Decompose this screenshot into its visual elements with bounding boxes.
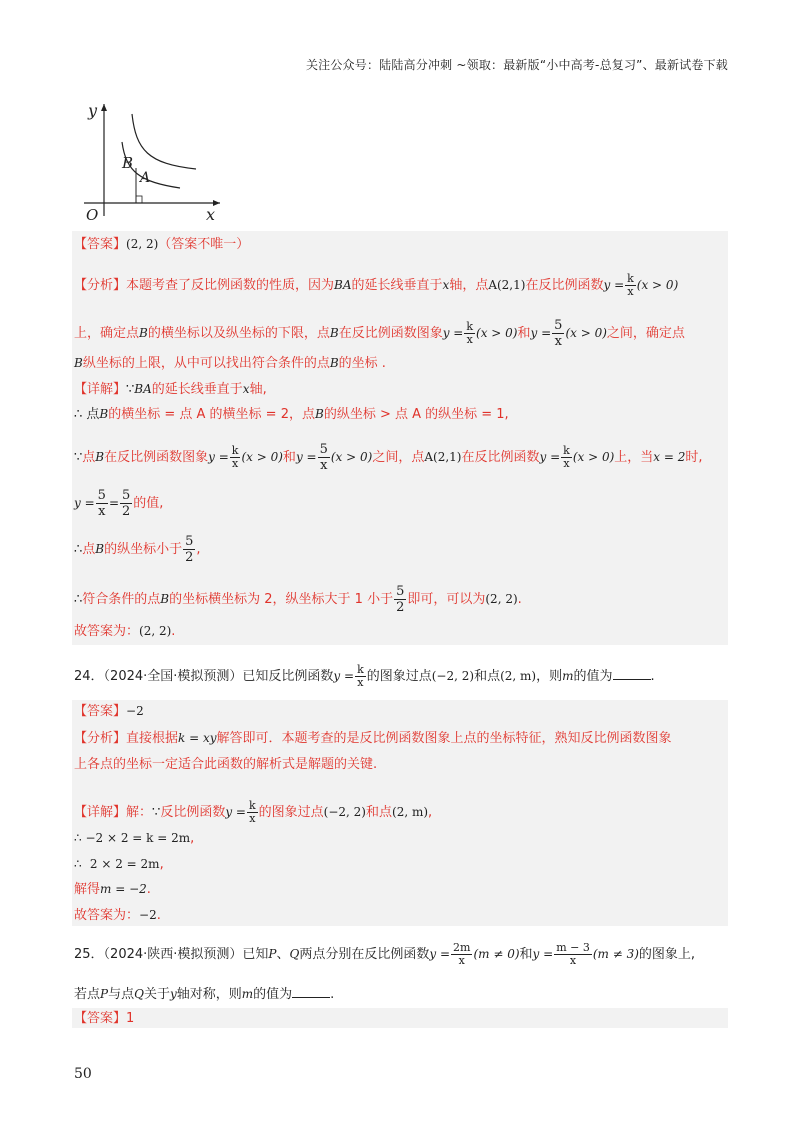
point-a-label: A xyxy=(140,170,151,186)
q23-detail-line4: y = $\frac{5}{x}$ = $\frac{5}{2}$ 的值, xyxy=(74,488,164,519)
q23-analysis-line2: 上，确定点B的横坐标以及纵坐标的下限，点B在反比例函数图象y = $\frac{k}{x}$ (x > 0)和y = $\frac{5}{x}$ (x > 0)之间，确定点 xyxy=(74,318,685,349)
q25-question-line2: 若点P与点Q关于y轴对称，则m的值为 . xyxy=(74,987,335,1002)
q24-question: 24．（2024·全国·模拟预测）已知反比例函数y = $\frac{k}{x}$ 的图象过点(−2, 2)和点(2, m)，则m的值为 . xyxy=(74,663,655,689)
q23-answer: 【答案】(2, 2)（答案不唯一） xyxy=(74,237,250,252)
point-b-label: B xyxy=(122,154,134,172)
q24-detail-line3: ∴ 2 × 2 = 2m, xyxy=(74,857,164,872)
q23-detail-line5: ∴点B的纵坐标小于 $\frac{5}{2}$ , xyxy=(74,534,201,565)
answer-blank xyxy=(613,667,651,680)
x-axis-label: x xyxy=(206,205,216,224)
q24-detail-line2: ∴ −2 × 2 = k = 2m, xyxy=(74,831,195,846)
q25-question-line1: 25．（2024·陕西·模拟预测）已知P、Q两点分别在反比例函数y = $\frac{2m}{x}$ (m ≠ 0)和y = $\frac{m - 3}{x}$ (m ≠ 3)的图象上, xyxy=(74,941,696,967)
q25-answer-block xyxy=(72,1008,728,1028)
q25-answer: 【答案】1 xyxy=(74,1011,135,1026)
page-number: 50 xyxy=(74,1066,92,1082)
q23-detail-line6: ∴符合条件的点B的坐标横坐标为 2，纵坐标大于 1 小于 $\frac{5}{2}$ 即可，可以为(2, 2). xyxy=(74,584,522,615)
q23-analysis-line3: B纵坐标的上限，从中可以找出符合条件的点B的坐标 . xyxy=(74,356,386,371)
q24-detail-line4: 解得m = −2. xyxy=(74,882,151,897)
y-axis-label: y xyxy=(88,101,98,120)
q23-detail-line7: 故答案为：(2, 2). xyxy=(74,624,176,639)
q23-detail-line2: ∴ 点B的横坐标 = 点 A 的横坐标 = 2，点B的纵坐标 > 点 A 的纵坐标 = 1, xyxy=(74,407,509,422)
q24-detail-line1: 【详解】解：∵反比例函数y = $\frac{k}{x}$ 的图象过点(−2, 2)和点(2, m), xyxy=(74,799,433,825)
answer-blank xyxy=(292,985,330,998)
q24-analysis-line1: 【分析】直接根据k = xy解答即可．本题考查的是反比例函数图象上点的坐标特征，熟知反比例函数图象 xyxy=(74,731,672,746)
q24-detail-line5: 故答案为：−2. xyxy=(74,908,161,923)
function-graph xyxy=(70,92,230,224)
page-header: 关注公众号：陆陆高分冲刺 ~领取：最新版“小中高考-总复习”、最新试卷下载 xyxy=(305,58,728,72)
q24-analysis-line2: 上各点的坐标一定适合此函数的解析式是解题的关键. xyxy=(74,757,378,772)
q23-analysis-line1: 【分析】本题考查了反比例函数的性质，因为BA的延长线垂直于x轴，点A(2,1)在反比例函数y = $\frac{k}{x}$ (x > 0) xyxy=(74,272,679,298)
origin-label: O xyxy=(86,206,99,224)
q23-detail-line1: 【详解】∵BA的延长线垂直于x轴, xyxy=(74,382,267,397)
q23-detail-line3: ∵点B在反比例函数图象y = $\frac{k}{x}$ (x > 0)和y = $\frac{5}{x}$ (x > 0)之间，点A(2,1)在反比例函数y = $\frac{k}{x}$ (x > 0)上，当x = 2时, xyxy=(74,442,703,473)
q24-answer: 【答案】−2 xyxy=(74,704,144,719)
